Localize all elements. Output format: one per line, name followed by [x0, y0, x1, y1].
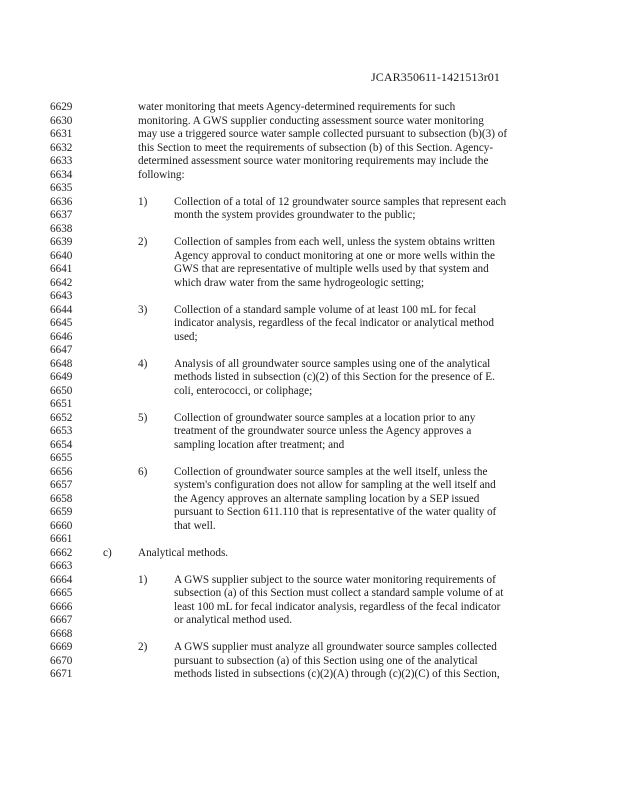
line-text: A GWS supplier must analyze all groundwater source samples collected — [174, 641, 497, 653]
line-text: Collection of groundwater source samples at the well itself, unless the — [174, 465, 488, 478]
document-line — [0, 520, 618, 534]
document-line — [0, 182, 618, 196]
line-number: 6645 — [50, 317, 73, 329]
line-text: subsection (a) of this Section must collect a standard sample volume of at — [174, 587, 504, 599]
line-text: Collection of a total of 12 groundwater source samples that represent each — [174, 195, 507, 208]
line-number: 6668 — [50, 627, 73, 640]
line-number: 6671 — [50, 668, 73, 680]
line-number: 6660 — [50, 519, 73, 532]
line-number: 6656 — [50, 465, 73, 478]
line-number: 6663 — [50, 560, 73, 572]
document-line — [0, 250, 618, 264]
line-text: Analysis of all groundwater source samples using one of the analytical — [174, 357, 491, 370]
document-line — [0, 533, 618, 547]
line-number: 6637 — [50, 209, 73, 221]
document-line — [0, 614, 618, 628]
line-text: may use a triggered source water sample collected pursuant to subsection (b)(3) of — [138, 128, 508, 140]
document-line — [0, 196, 618, 210]
item-label: 5) — [138, 411, 148, 424]
document-line — [0, 385, 618, 399]
item-label: 2) — [138, 236, 148, 248]
document-line — [0, 317, 618, 331]
line-text: system's configuration does not allow for sampling at the well itself and — [174, 479, 496, 491]
line-text: coli, enterococci, or coliphage; — [174, 384, 313, 397]
line-text: GWS that are representative of multiple wells used by that system and — [174, 263, 489, 275]
line-number: 6665 — [50, 587, 73, 599]
item-label: 1) — [138, 573, 148, 586]
document-line — [0, 236, 618, 250]
document-line — [0, 560, 618, 574]
document-line — [0, 425, 618, 439]
line-number: 6639 — [50, 236, 73, 248]
line-number: 6653 — [50, 425, 73, 437]
document-id: JCAR350611-1421513r01 — [371, 70, 500, 84]
document-line — [0, 155, 618, 169]
item-label: c) — [103, 546, 112, 559]
document-line — [0, 304, 618, 318]
line-number: 6650 — [50, 384, 73, 397]
document-line — [0, 628, 618, 642]
line-number: 6643 — [50, 290, 73, 302]
document-line — [0, 128, 618, 142]
line-text: least 100 mL for fecal indicator analysis, regardless of the fecal indicator — [174, 600, 501, 613]
item-label: 4) — [138, 357, 148, 370]
line-text: this Section to meet the requirements of subsection (b) of this Section. Agency- — [138, 141, 494, 154]
line-number: 6664 — [50, 573, 73, 586]
line-number: 6631 — [50, 128, 73, 140]
document-line — [0, 344, 618, 358]
document-line — [0, 655, 618, 669]
document-line — [0, 169, 618, 183]
document-line — [0, 479, 618, 493]
document-line — [0, 358, 618, 372]
line-number: 6662 — [50, 546, 73, 559]
document-line — [0, 209, 618, 223]
line-text: or analytical method used. — [174, 614, 293, 626]
line-text: Collection of groundwater source samples at a location prior to any — [174, 411, 476, 424]
document-line — [0, 466, 618, 480]
line-number: 6630 — [50, 114, 73, 127]
line-number: 6669 — [50, 641, 73, 653]
line-text: month the system provides groundwater to the public; — [174, 209, 416, 221]
line-text: pursuant to subsection (a) of this Section using one of the analytical — [174, 654, 478, 667]
item-label: 2) — [138, 641, 148, 653]
line-text: pursuant to Section 611.110 that is representative of the water quality of — [174, 506, 497, 518]
line-number: 6648 — [50, 357, 73, 370]
document-line — [0, 290, 618, 304]
line-number: 6629 — [50, 101, 73, 113]
line-text: the Agency approves an alternate sampling location by a SEP issued — [174, 492, 480, 505]
item-label: 1) — [138, 195, 148, 208]
document-body — [0, 101, 618, 682]
document-line — [0, 223, 618, 237]
document-line — [0, 452, 618, 466]
line-text: A GWS supplier subject to the source water monitoring requirements of — [174, 573, 496, 586]
line-number: 6657 — [50, 479, 73, 491]
document-line — [0, 277, 618, 291]
line-text: treatment of the groundwater source unless the Agency approves a — [174, 425, 472, 437]
line-number: 6667 — [50, 614, 73, 626]
line-text: Collection of a standard sample volume of at least 100 mL for fecal — [174, 303, 477, 316]
line-text: Collection of samples from each well, unless the system obtains written — [174, 236, 495, 248]
line-number: 6636 — [50, 195, 73, 208]
document-line — [0, 668, 618, 682]
line-text: Analytical methods. — [138, 546, 229, 559]
document-line — [0, 142, 618, 156]
line-number: 6649 — [50, 371, 73, 383]
document-line — [0, 641, 618, 655]
line-number: 6644 — [50, 303, 73, 316]
document-line — [0, 493, 618, 507]
line-number: 6655 — [50, 452, 73, 464]
document-line — [0, 587, 618, 601]
document-line — [0, 398, 618, 412]
line-number: 6640 — [50, 249, 73, 262]
line-number: 6652 — [50, 411, 73, 424]
line-text: monitoring. A GWS supplier conducting assessment source water monitoring — [138, 114, 484, 127]
line-number: 6658 — [50, 492, 73, 505]
line-text: following: — [138, 168, 185, 181]
document-line — [0, 331, 618, 345]
item-label: 3) — [138, 303, 148, 316]
document-line — [0, 263, 618, 277]
line-text: used; — [174, 330, 198, 343]
line-number: 6666 — [50, 600, 73, 613]
document-line — [0, 601, 618, 615]
line-number: 6654 — [50, 438, 73, 451]
document-line — [0, 412, 618, 426]
document-line — [0, 506, 618, 520]
document-line — [0, 115, 618, 129]
line-number: 6646 — [50, 330, 73, 343]
line-text: methods listed in subsection (c)(2) of this Section for the presence of E. — [174, 371, 495, 383]
line-number: 6659 — [50, 506, 73, 518]
line-text: indicator analysis, regardless of the fecal indicator or analytical method — [174, 317, 494, 329]
line-number: 6633 — [50, 155, 73, 167]
document-line — [0, 371, 618, 385]
line-text: which draw water from the same hydrogeologic setting; — [174, 276, 425, 289]
line-number: 6632 — [50, 141, 73, 154]
line-text: water monitoring that meets Agency-determined requirements for such — [138, 101, 456, 113]
document-line — [0, 574, 618, 588]
line-text: determined assessment source water monitoring requirements may include the — [138, 155, 489, 167]
line-text: that well. — [174, 519, 216, 532]
line-number: 6641 — [50, 263, 73, 275]
line-number: 6661 — [50, 533, 73, 545]
line-number: 6634 — [50, 168, 73, 181]
line-number: 6647 — [50, 344, 73, 356]
line-number: 6651 — [50, 398, 73, 410]
line-text: sampling location after treatment; and — [174, 438, 345, 451]
document-line — [0, 439, 618, 453]
line-number: 6670 — [50, 654, 73, 667]
item-label: 6) — [138, 465, 148, 478]
document-line — [0, 547, 618, 561]
line-text: methods listed in subsections (c)(2)(A) through (c)(2)(C) of this Section, — [174, 668, 500, 680]
document-line — [0, 101, 618, 115]
line-number: 6638 — [50, 222, 73, 235]
line-number: 6635 — [50, 182, 73, 194]
line-number: 6642 — [50, 276, 73, 289]
line-text: Agency approval to conduct monitoring at one or more wells within the — [174, 249, 495, 262]
